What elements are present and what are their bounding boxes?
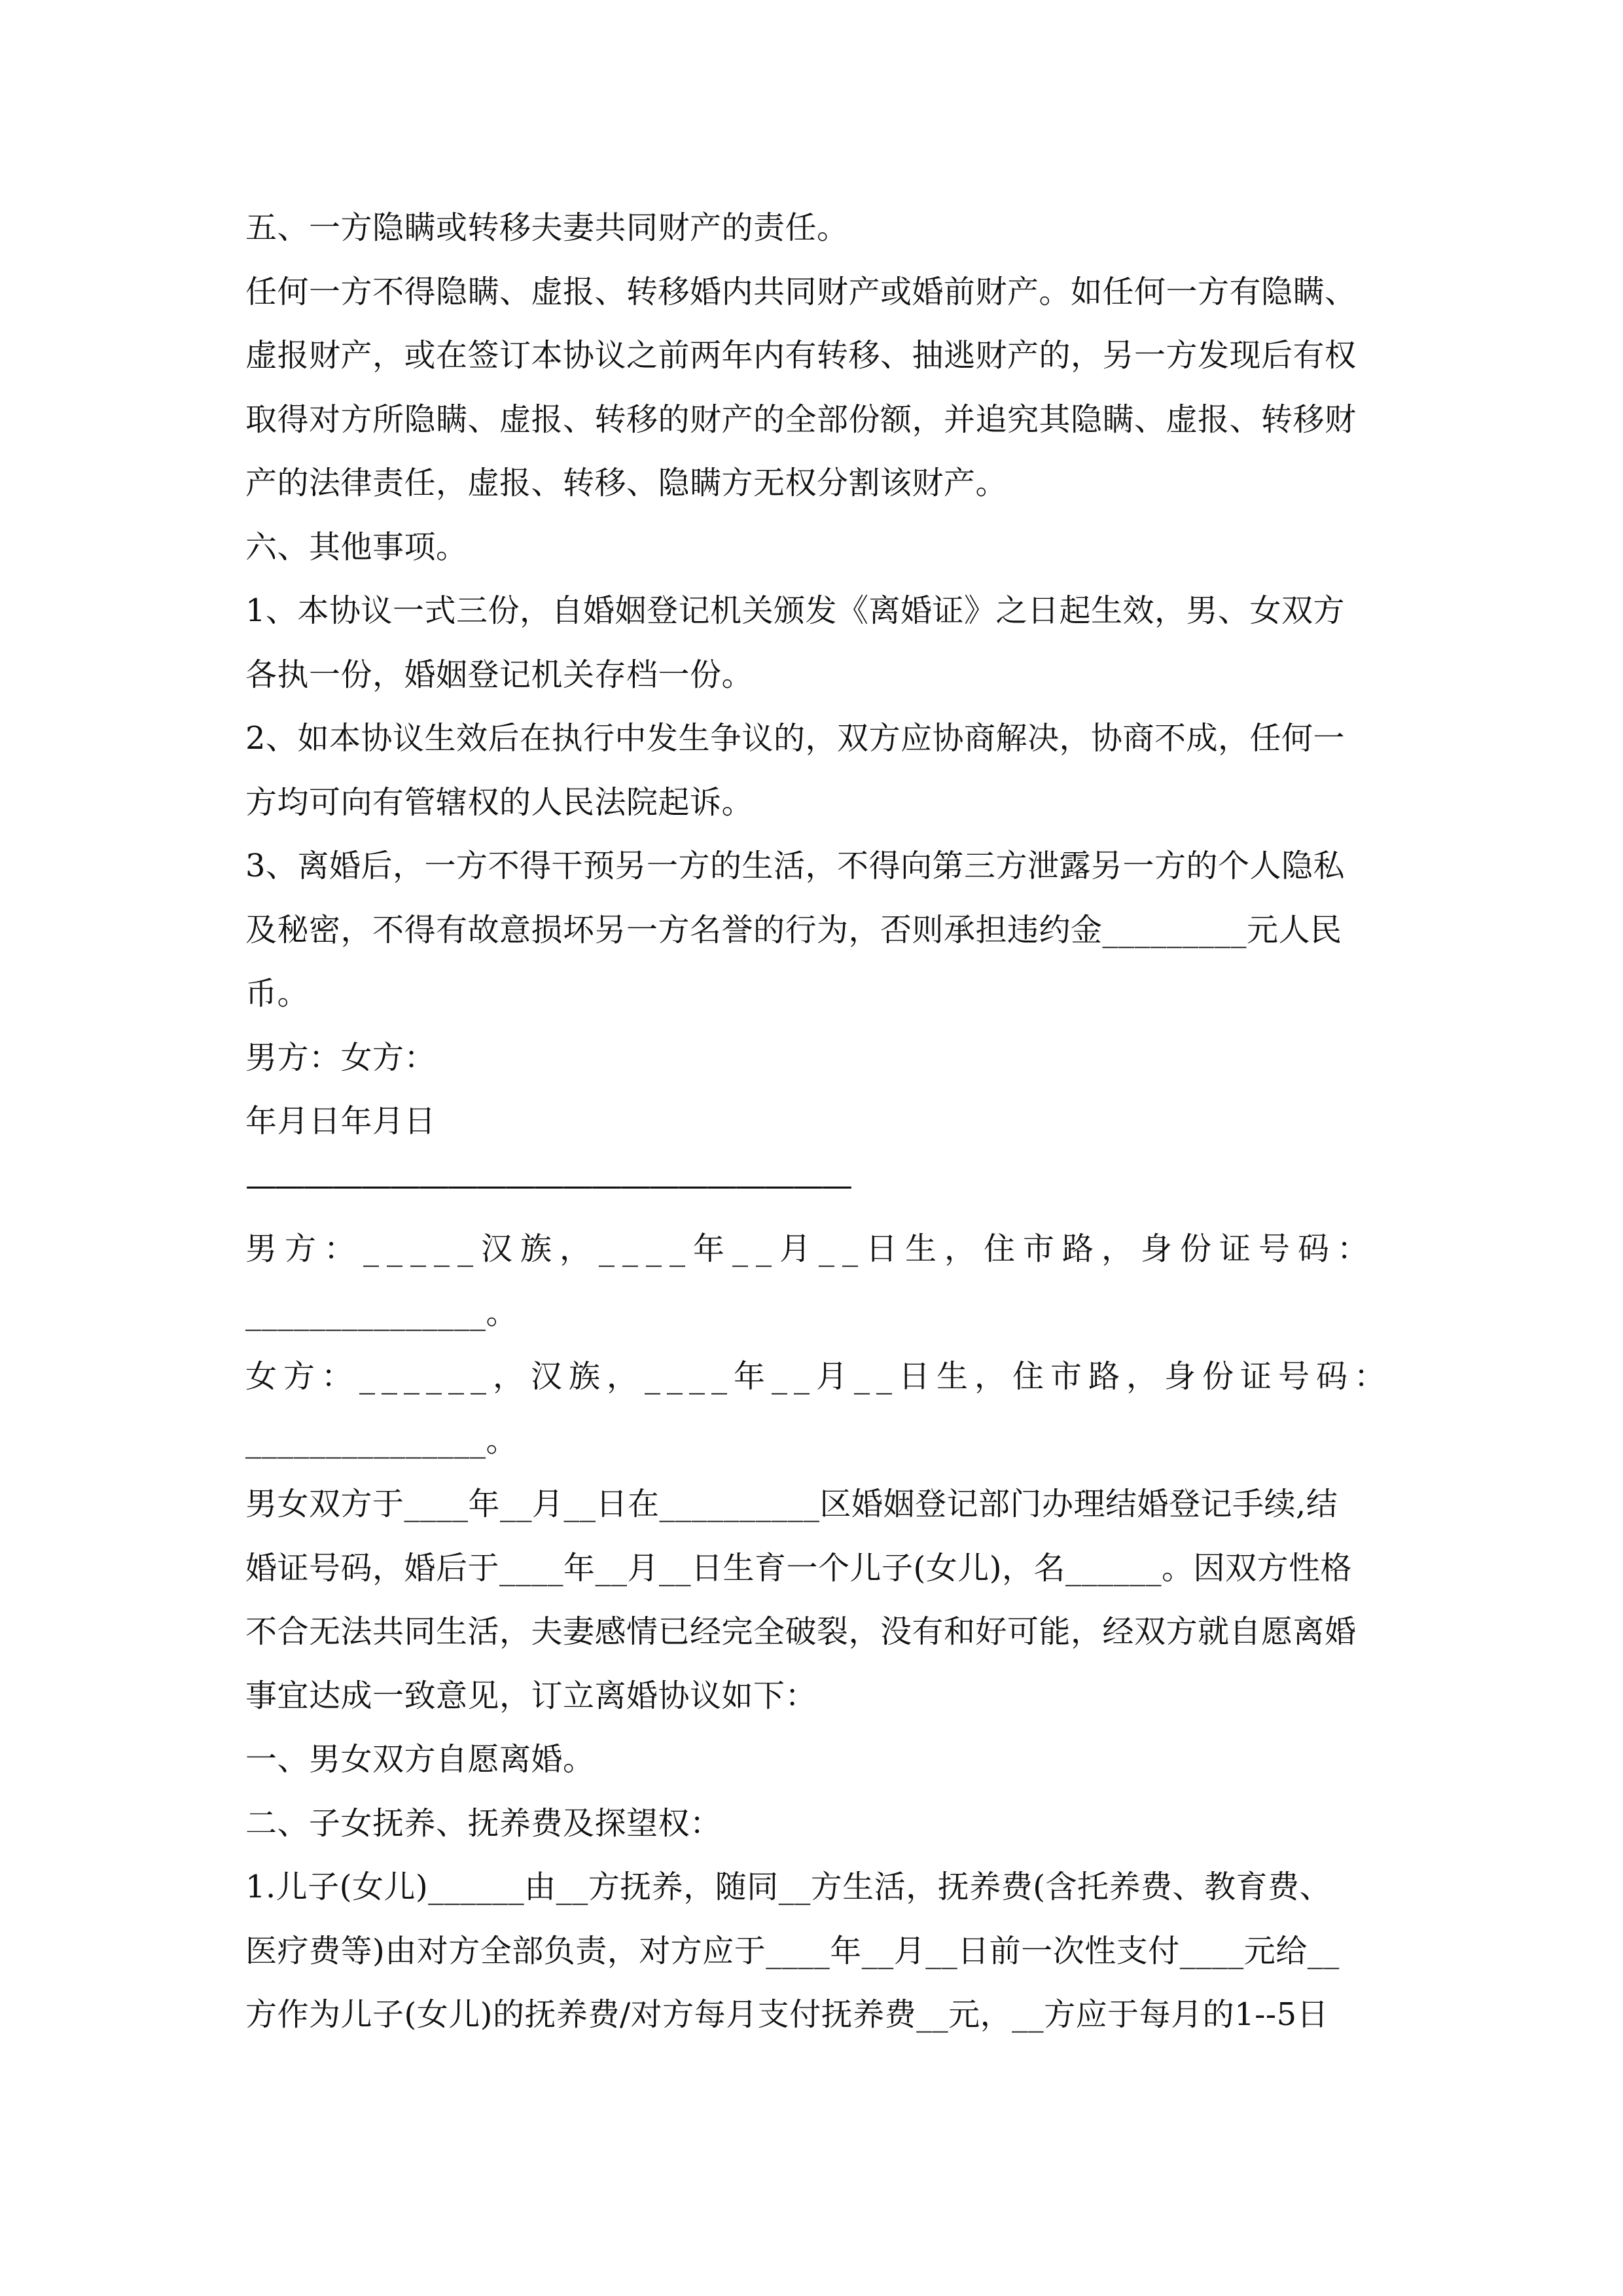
separator-rule: ————————————————————— <box>245 1166 850 1204</box>
paragraph-line: 产的法律责任，虚报、转移、隐瞒方无权分割该财产。 <box>245 465 1008 501</box>
paragraph-line: 取得对方所隐瞒、虚报、转移的财产的全部份额，并追究其隐瞒、虚报、转移财 <box>245 401 1357 438</box>
paragraph-line: 任何一方不得隐瞒、虚报、转移婚内共同财产或婚前财产。如任何一方有隐瞒、 <box>245 273 1357 310</box>
paragraph-line: _______________。 <box>245 1422 518 1459</box>
paragraph-line: 事宜达成一致意见，订立离婚协议如下： <box>245 1677 817 1714</box>
paragraph-line: 各执一份，婚姻登记机关存档一份。 <box>245 656 754 693</box>
paragraph-line: 3、离婚后，一方不得干预另一方的生活，不得向第三方泄露另一方的个人隐私 <box>245 848 1346 884</box>
female-party-info: 女方：______，汉族，____年__月__日生，住市路，身份证号码： <box>245 1358 1393 1395</box>
paragraph-line: 婚证号码，婚后于____年__月__日生育一个儿子(女儿)，名______。因双方性格 <box>245 1549 1352 1587</box>
paragraph-line: _______________。 <box>245 1294 518 1331</box>
document-body <box>245 196 1391 2047</box>
paragraph-line: 方作为儿子(女儿)的抚养费/对方每月支付抚养费__元，__方应于每月的1--5日 <box>245 1996 1329 2033</box>
paragraph-line: 2、如本协议生效后在执行中发生争议的，双方应协商解决，协商不成，任何一 <box>245 720 1346 757</box>
paragraph-line: 方均可向有管辖权的人民法院起诉。 <box>245 783 754 821</box>
paragraph-line: 1.儿子(女儿)______由__方抚养，随同__方生活，抚养费(含托养费、教育费、 <box>245 1869 1331 1905</box>
paragraph-line: 1、本协议一式三份，自婚姻登记机关颁发《离婚证》之日起生效，男、女双方 <box>245 592 1346 629</box>
section-heading-5: 五、一方隐瞒或转移夫妻共同财产的责任。 <box>245 209 849 246</box>
section-heading-1: 一、男女双方自愿离婚。 <box>245 1741 595 1778</box>
paragraph-line: 医疗费等)由对方全部负责，对方应于____年__月__日前一次性支付____元给__ <box>245 1932 1340 1969</box>
paragraph-line: 及秘密，不得有故意损坏另一方名誉的行为，否则承担违约金_________元人民 <box>245 911 1342 948</box>
date-line: 年月日年月日 <box>245 1103 437 1139</box>
section-heading-6: 六、其他事项。 <box>245 528 468 565</box>
paragraph-line: 币。 <box>245 975 310 1012</box>
paragraph-line: 虚报财产，或在签订本协议之前两年内有转移、抽逃财产的，另一方发现后有权 <box>245 337 1357 374</box>
paragraph-line: 男女双方于____年__月__日在__________区婚姻登记部门办理结婚登记手续,结 <box>245 1486 1338 1522</box>
paragraph-line: 不合无法共同生活，夫妻感情已经完全破裂，没有和好可能，经双方就自愿离婚 <box>245 1613 1357 1650</box>
male-party-info: 男方：_____汉族，____年__月__日生，住市路，身份证号码： <box>245 1230 1377 1267</box>
section-heading-2: 二、子女抚养、抚养费及探望权： <box>245 1804 722 1842</box>
signature-line: 男方：女方： <box>245 1039 437 1076</box>
